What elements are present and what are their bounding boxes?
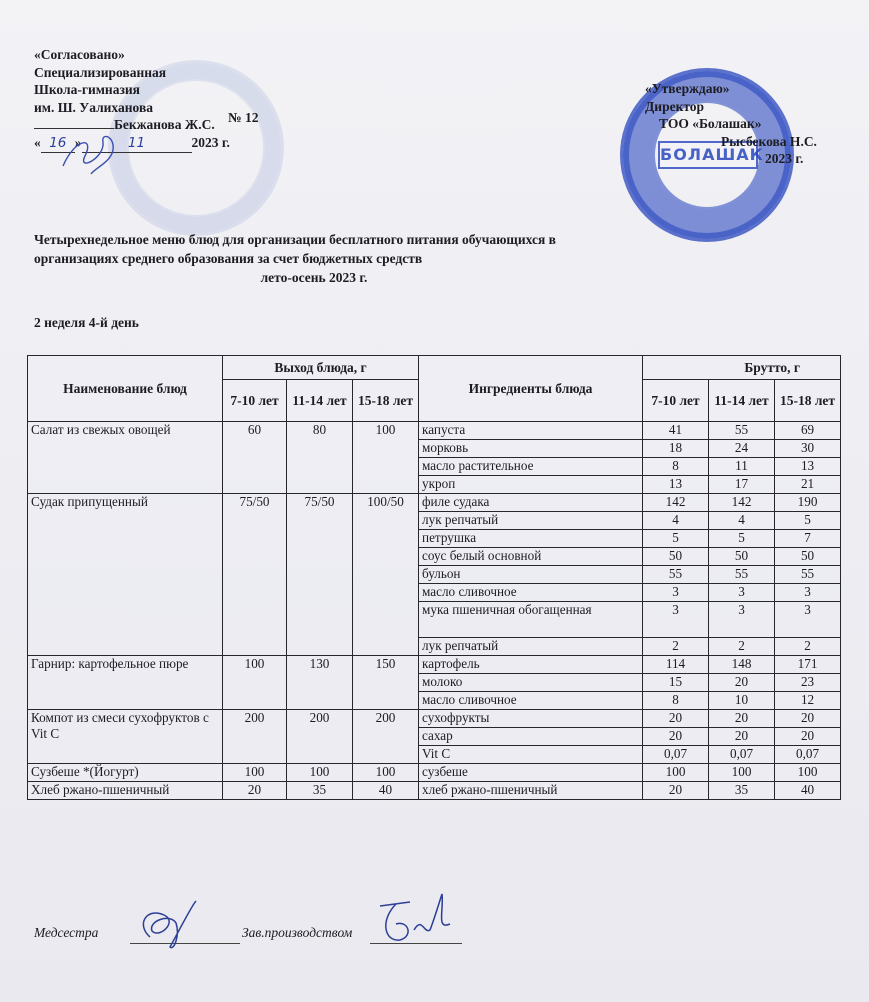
ingredient-gross-age-1: 4 [643, 512, 709, 530]
dish-name: Судак припущенный [28, 494, 223, 656]
ingredient-gross-age-1: 18 [643, 440, 709, 458]
header-yield-age-3: 15-18 лет [353, 380, 419, 422]
ingredient-gross-age-3: 69 [775, 422, 841, 440]
ingredient-gross-age-1: 114 [643, 656, 709, 674]
dish-yield-age-2: 35 [287, 782, 353, 800]
production-head-label: Зав.производством [242, 925, 353, 940]
director-name: Рысбекова Н.С. [721, 133, 817, 149]
ingredient-gross-age-1: 8 [643, 458, 709, 476]
ingredient-name: масло растительное [419, 458, 643, 476]
ingredient-gross-age-3: 3 [775, 584, 841, 602]
ingredient-gross-age-2: 0,07 [709, 746, 775, 764]
ingredient-name: соус белый основной [419, 548, 643, 566]
ingredient-gross-age-2: 20 [709, 674, 775, 692]
ingredient-name: филе судака [419, 494, 643, 512]
ingredient-gross-age-1: 8 [643, 692, 709, 710]
menu-table-body [28, 422, 841, 800]
approval-heading: «Согласовано» [34, 47, 125, 62]
ingredient-gross-age-3: 5 [775, 512, 841, 530]
ingredient-name: лук репчатый [419, 638, 643, 656]
approval-signatory: Бекжанова Ж.С. [114, 117, 215, 132]
company-name: ТОО «Болашак» [659, 116, 762, 131]
dish-yield-age-2: 75/50 [287, 494, 353, 656]
dish-yield-age-2: 130 [287, 656, 353, 710]
date-day: 16 [41, 135, 75, 154]
dish-yield-age-3: 40 [353, 782, 419, 800]
ingredient-gross-age-2: 2 [709, 638, 775, 656]
dish-yield-age-3: 100 [353, 764, 419, 782]
dish-yield-age-1: 100 [223, 764, 287, 782]
table-row [28, 494, 841, 512]
dish-name: Гарнир: картофельное пюре [28, 656, 223, 710]
header-row-1 [28, 356, 841, 380]
dish-yield-age-1: 200 [223, 710, 287, 764]
header-yield-age-2: 11-14 лет [287, 380, 353, 422]
ingredient-gross-age-3: 13 [775, 458, 841, 476]
day-label: 2 неделя 4-й день [34, 315, 139, 330]
ingredient-gross-age-2: 55 [709, 422, 775, 440]
header-dish-name: Наименование блюд [28, 356, 223, 422]
ingredient-name: сахар [419, 728, 643, 746]
ingredient-name: молоко [419, 674, 643, 692]
dish-yield-age-3: 100/50 [353, 494, 419, 656]
ingredient-gross-age-2: 100 [709, 764, 775, 782]
date-month: 11 [82, 135, 192, 154]
ingredient-gross-age-2: 24 [709, 440, 775, 458]
ingredient-name: капуста [419, 422, 643, 440]
ingredient-gross-age-2: 20 [709, 710, 775, 728]
date-year: 2023 г. [191, 134, 230, 150]
ingredient-name: масло сливочное [419, 584, 643, 602]
ingredient-name: морковь [419, 440, 643, 458]
ingredient-gross-age-1: 142 [643, 494, 709, 512]
ingredient-name: масло сливочное [419, 692, 643, 710]
ingredient-gross-age-1: 5 [643, 530, 709, 548]
ingredient-gross-age-1: 3 [643, 602, 709, 638]
ingredient-name: укроп [419, 476, 643, 494]
ingredient-gross-age-2: 55 [709, 566, 775, 584]
ingredient-gross-age-1: 20 [643, 728, 709, 746]
dish-yield-age-1: 75/50 [223, 494, 287, 656]
table-row [28, 422, 841, 440]
ingredient-gross-age-3: 30 [775, 440, 841, 458]
header-gross-age-1: 7-10 лет [643, 380, 709, 422]
title-line-2: организациях среднего образования за счет бюджетных средств [34, 251, 423, 266]
ingredient-gross-age-1: 2 [643, 638, 709, 656]
nurse-signature-scribble [130, 895, 210, 955]
menu-table [27, 355, 841, 800]
ingredient-name: сузбеше [419, 764, 643, 782]
dish-yield-age-3: 100 [353, 422, 419, 494]
ingredient-gross-age-1: 0,07 [643, 746, 709, 764]
ingredient-gross-age-3: 7 [775, 530, 841, 548]
ingredient-gross-age-3: 40 [775, 782, 841, 800]
ingredient-gross-age-2: 3 [709, 584, 775, 602]
ingredient-gross-age-3: 55 [775, 566, 841, 584]
title-season: лето-осень 2023 г. [260, 270, 368, 285]
ingredient-gross-age-3: 190 [775, 494, 841, 512]
approval-right-heading: «Утверждаю» [645, 81, 730, 96]
ingredient-gross-age-2: 20 [709, 728, 775, 746]
header-gross-age-3: 15-18 лет [775, 380, 841, 422]
org-line-1: Специализированная [34, 64, 167, 80]
dish-yield-age-3: 200 [353, 710, 419, 764]
table-row [28, 710, 841, 728]
ingredient-name: петрушка [419, 530, 643, 548]
table-row [28, 656, 841, 674]
ingredient-gross-age-2: 50 [709, 548, 775, 566]
header-yield-age-1: 7-10 лет [223, 380, 287, 422]
director-position: Директор [645, 98, 705, 114]
document-title [34, 230, 674, 287]
ingredient-gross-age-1: 3 [643, 584, 709, 602]
ingredient-gross-age-2: 17 [709, 476, 775, 494]
ingredient-name: мука пшеничная обогащенная [419, 602, 643, 638]
ingredient-name: лук репчатый [419, 512, 643, 530]
ingredient-gross-age-3: 23 [775, 674, 841, 692]
table-row [28, 764, 841, 782]
ingredient-gross-age-3: 3 [775, 602, 841, 638]
ingredient-gross-age-3: 171 [775, 656, 841, 674]
dish-yield-age-1: 100 [223, 656, 287, 710]
ingredient-gross-age-2: 148 [709, 656, 775, 674]
ingredient-gross-age-2: 11 [709, 458, 775, 476]
approval-block-right [645, 80, 817, 168]
ingredient-gross-age-3: 21 [775, 476, 841, 494]
org-line-3: им. Ш. Уалиханова [34, 99, 153, 115]
ingredient-gross-age-1: 55 [643, 566, 709, 584]
header-ingredients: Ингредиенты блюда [419, 356, 643, 422]
org-line-2: Школа-гимназия [34, 82, 140, 97]
ingredient-name: картофель [419, 656, 643, 674]
header-gross: Брутто, г [643, 356, 841, 380]
dish-yield-age-2: 200 [287, 710, 353, 764]
nurse-label: Медсестра [34, 925, 99, 940]
ingredient-name: хлеб ржано-пшеничный [419, 782, 643, 800]
ingredient-name: сухофрукты [419, 710, 643, 728]
ingredient-gross-age-3: 2 [775, 638, 841, 656]
dish-yield-age-1: 60 [223, 422, 287, 494]
dish-yield-age-3: 150 [353, 656, 419, 710]
title-line-1: Четырехнедельное меню блюд для организации бесплатного питания обучающихся в [34, 232, 556, 247]
ingredient-gross-age-1: 13 [643, 476, 709, 494]
approval-date: « 16 » 11 2023 г. [34, 134, 230, 154]
header-yield: Выход блюда, г [223, 356, 419, 380]
ingredient-gross-age-2: 142 [709, 494, 775, 512]
ingredient-name: бульон [419, 566, 643, 584]
dish-name: Компот из смеси сухофруктов с Vit C [28, 710, 223, 764]
dish-yield-age-2: 100 [287, 764, 353, 782]
production-head-signature-scribble [370, 890, 460, 950]
dish-yield-age-2: 80 [287, 422, 353, 494]
dish-yield-age-1: 20 [223, 782, 287, 800]
ingredient-gross-age-3: 12 [775, 692, 841, 710]
ingredient-gross-age-3: 20 [775, 710, 841, 728]
header-gross-age-2: 11-14 лет [709, 380, 775, 422]
dish-name: Салат из свежых овощей [28, 422, 223, 494]
ingredient-gross-age-3: 0,07 [775, 746, 841, 764]
ingredient-gross-age-3: 20 [775, 728, 841, 746]
approval-signature-scribble [55, 128, 125, 178]
ingredient-gross-age-1: 50 [643, 548, 709, 566]
ingredient-gross-age-3: 100 [775, 764, 841, 782]
dish-name: Хлеб ржано-пшеничный [28, 782, 223, 800]
ingredient-gross-age-2: 4 [709, 512, 775, 530]
ingredient-gross-age-2: 3 [709, 602, 775, 638]
school-number: № 12 [228, 110, 259, 125]
ingredient-gross-age-1: 15 [643, 674, 709, 692]
ingredient-gross-age-2: 10 [709, 692, 775, 710]
ingredient-gross-age-1: 100 [643, 764, 709, 782]
ingredient-gross-age-2: 5 [709, 530, 775, 548]
ingredient-gross-age-1: 20 [643, 782, 709, 800]
ingredient-gross-age-2: 35 [709, 782, 775, 800]
ingredient-gross-age-1: 41 [643, 422, 709, 440]
table-row [28, 782, 841, 800]
ingredient-gross-age-1: 20 [643, 710, 709, 728]
dish-name: Сузбеше *(Йогурт) [28, 764, 223, 782]
ingredient-name: Vit C [419, 746, 643, 764]
ingredient-gross-age-3: 50 [775, 548, 841, 566]
approval-right-date: 2023 г. [765, 151, 804, 166]
stamp-brand-text: БОЛАШАК [658, 141, 758, 169]
